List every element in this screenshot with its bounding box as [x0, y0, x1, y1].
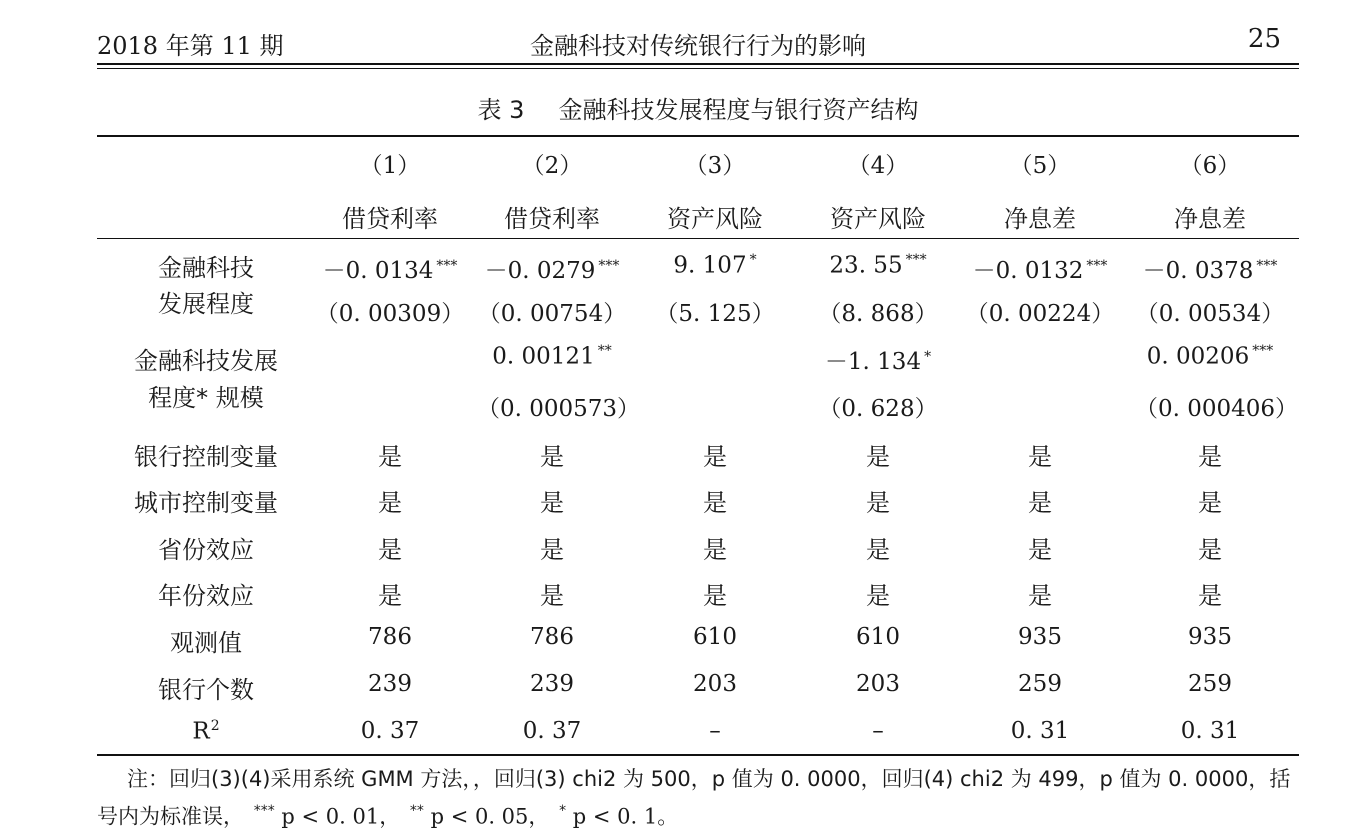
significance-stars: *** [436, 257, 458, 274]
r2-superscript: 2 [210, 718, 220, 734]
significance-stars: *** [905, 252, 927, 268]
r2-label: R [192, 718, 210, 745]
yes-cell: 是 [866, 582, 890, 610]
coef-value: 9. 107 [673, 252, 747, 279]
bank-count-cell: 239 [368, 671, 412, 697]
coef-cell [803, 252, 953, 278]
header-rule [97, 63, 1299, 65]
yes-cell: 是 [1028, 489, 1052, 517]
se-value: （8. 868） [818, 301, 938, 327]
yes-cell: 是 [540, 489, 564, 517]
se-value: （0. 00224） [965, 301, 1115, 327]
row-label-fintech-line2: 发展程度 [158, 290, 254, 318]
obs-cell: 935 [1018, 624, 1062, 650]
significance-stars: ** [597, 343, 612, 359]
se-value: （0. 628） [818, 396, 938, 422]
col-name: 净息差 [1174, 205, 1246, 233]
note-stars: *** [253, 803, 275, 819]
table-label: 表 3 [477, 96, 525, 124]
yes-cell: 是 [703, 443, 727, 471]
col-name: 借贷利率 [342, 205, 438, 233]
col-number: （3） [684, 153, 746, 179]
col-number: （1） [359, 153, 421, 179]
coef-cell [640, 252, 790, 278]
col-name: 净息差 [1004, 205, 1076, 233]
yes-cell: 是 [703, 582, 727, 610]
yes-cell: 是 [540, 582, 564, 610]
row-label-province-fe: 省份效应 [158, 536, 254, 564]
yes-cell: 是 [703, 489, 727, 517]
row-label-interaction-line1: 金融科技发展 [134, 347, 278, 375]
r2-cell: 0. 37 [522, 718, 582, 744]
se-value: （0. 00309） [315, 301, 465, 327]
running-title: 金融科技对传统银行行为的影响 [530, 32, 866, 60]
yes-cell: 是 [703, 536, 727, 564]
obs-cell: 610 [693, 624, 737, 650]
obs-cell: 786 [530, 624, 574, 650]
note-line-1 [97, 763, 1307, 795]
se-value: （5. 125） [655, 301, 775, 327]
row-label-city-controls: 城市控制变量 [134, 489, 278, 517]
coef-value: －0. 0132 [972, 258, 1084, 284]
obs-cell: 786 [368, 624, 412, 650]
row-label-fintech-line1: 金融科技 [158, 254, 254, 282]
col-name: 资产风险 [667, 205, 763, 233]
coef-cell [315, 252, 465, 285]
significance-stars: *** [1252, 343, 1274, 359]
coef-value: 23. 55 [829, 252, 903, 279]
table-top-rule [97, 135, 1299, 137]
coef-value: －0. 0134 [322, 258, 434, 284]
coef-value: 0. 00121 [492, 343, 595, 370]
col-number: （5） [1009, 153, 1071, 179]
row-label-r2 [97, 718, 315, 744]
table-caption [97, 90, 1299, 125]
coef-cell [477, 343, 627, 369]
obs-cell: 935 [1188, 624, 1232, 650]
coef-value: －0. 0378 [1142, 258, 1254, 284]
table-title: 金融科技发展程度与银行资产结构 [558, 96, 919, 124]
r2-cell: 0. 31 [1010, 718, 1070, 744]
note-text: 号内为标准误， [97, 804, 244, 829]
yes-cell: 是 [1028, 582, 1052, 610]
yes-cell: 是 [1198, 489, 1222, 517]
running-header [97, 24, 1299, 58]
coef-cell [803, 343, 953, 376]
coef-value: 0. 00206 [1146, 343, 1250, 370]
coef-cell [965, 252, 1115, 285]
r2-cell: – [709, 718, 721, 744]
yes-cell: 是 [866, 443, 890, 471]
header-rule-thin [97, 68, 1299, 69]
yes-cell: 是 [1198, 582, 1222, 610]
row-label-bank-controls: 银行控制变量 [134, 443, 278, 471]
se-value: （0. 00534） [1135, 301, 1285, 327]
r2-cell: – [872, 718, 884, 744]
row-label-interaction-line2: 程度* 规模 [148, 384, 264, 412]
col-number: （4） [847, 153, 909, 179]
table-note [97, 763, 1307, 832]
col-number: （6） [1179, 153, 1241, 179]
note-stars: ** [409, 803, 424, 819]
yes-cell: 是 [378, 536, 402, 564]
significance-stars: *** [1256, 257, 1278, 274]
row-label-observations: 观测值 [170, 629, 242, 657]
yes-cell: 是 [378, 582, 402, 610]
significance-stars: * [924, 348, 932, 365]
note-stars: * [559, 803, 567, 819]
coef-cell [1135, 252, 1285, 285]
header-bottom-rule [97, 238, 1299, 239]
yes-cell: 是 [378, 443, 402, 471]
significance-stars: *** [1086, 257, 1108, 274]
col-name: 借贷利率 [504, 205, 600, 233]
row-label-bank-count: 银行个数 [158, 676, 254, 704]
r2-cell: 0. 37 [360, 718, 420, 744]
se-value: （0. 00754） [477, 301, 627, 327]
coef-cell [477, 252, 627, 285]
issue-label: 2018 年第 11 期 [97, 32, 284, 60]
se-value: （0. 000406） [1135, 396, 1299, 422]
note-text: 注：回归(3)(4)采用系统 GMM 方法，，回归(3) chi2 为 500，p 值为 0. 0000，回归(4) chi2 为 499，p 值为 0. 0000，括 [127, 767, 1291, 791]
table-bottom-rule [97, 754, 1299, 756]
bank-count-cell: 239 [530, 671, 574, 697]
col-name: 资产风险 [830, 205, 926, 233]
bank-count-cell: 203 [856, 671, 900, 697]
yes-cell: 是 [540, 443, 564, 471]
note-pvalue: p < 0. 01， [281, 804, 401, 829]
se-value: （0. 000573） [477, 396, 641, 422]
note-pvalue: p < 0. 05， [430, 804, 550, 829]
coef-value: －0. 0279 [484, 258, 596, 284]
significance-stars: *** [598, 257, 620, 274]
yes-cell: 是 [1028, 536, 1052, 564]
note-line-2 [97, 795, 1307, 832]
r2-cell: 0. 31 [1180, 718, 1240, 744]
yes-cell: 是 [1198, 536, 1222, 564]
yes-cell: 是 [378, 489, 402, 517]
bank-count-cell: 259 [1018, 671, 1062, 697]
yes-cell: 是 [540, 536, 564, 564]
bank-count-cell: 259 [1188, 671, 1232, 697]
page-number: 25 [1247, 24, 1281, 54]
coef-value: －1. 134 [824, 349, 922, 375]
yes-cell: 是 [1028, 443, 1052, 471]
coef-cell [1135, 343, 1285, 369]
note-pvalue: p < 0. 1。 [572, 804, 679, 829]
col-number: （2） [521, 153, 583, 179]
yes-cell: 是 [1198, 443, 1222, 471]
yes-cell: 是 [866, 489, 890, 517]
significance-stars: * [749, 252, 757, 268]
obs-cell: 610 [856, 624, 900, 650]
row-label-year-fe: 年份效应 [158, 582, 254, 610]
yes-cell: 是 [866, 536, 890, 564]
bank-count-cell: 203 [693, 671, 737, 697]
